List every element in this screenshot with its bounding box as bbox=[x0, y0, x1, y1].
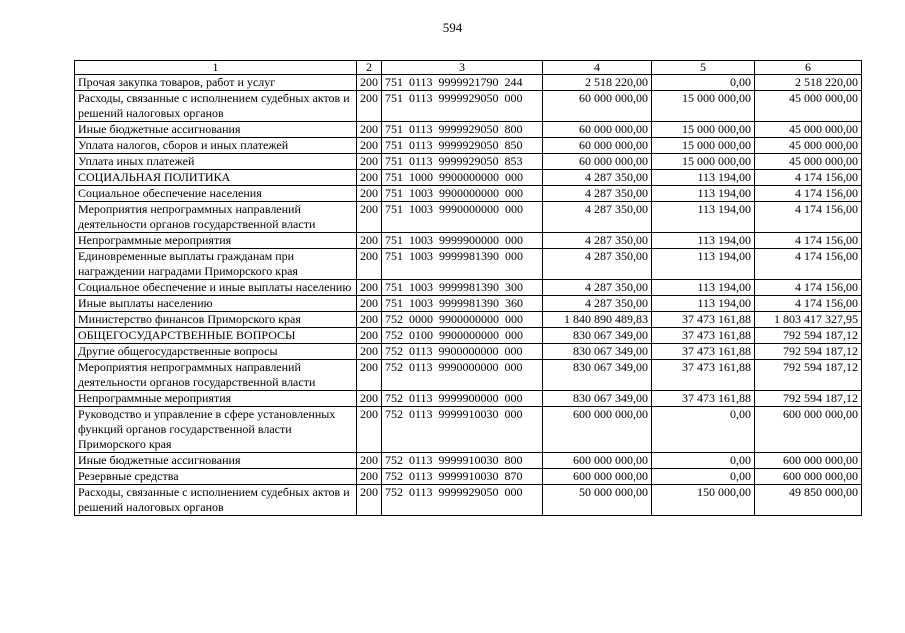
table-row bbox=[75, 170, 862, 186]
expense-name: Социальное обеспечение и иные выплаты населению bbox=[75, 280, 357, 296]
amount-column-6: 792 594 187,12 bbox=[755, 328, 862, 344]
expense-name: Иные бюджетные ассигнования bbox=[75, 453, 357, 469]
expense-name: Расходы, связанные с исполнением судебных актов и решений налоговых органов bbox=[75, 91, 357, 122]
amount-column-4: 4 287 350,00 bbox=[543, 233, 652, 249]
expense-name: Расходы, связанные с исполнением судебных актов и решений налоговых органов bbox=[75, 485, 357, 516]
amount-column-5: 15 000 000,00 bbox=[652, 91, 755, 122]
amount-column-4: 50 000 000,00 bbox=[543, 485, 652, 516]
amount-column-5: 0,00 bbox=[652, 469, 755, 485]
amount-column-5: 113 194,00 bbox=[652, 202, 755, 233]
table-row bbox=[75, 312, 862, 328]
code-200: 200 bbox=[357, 296, 382, 312]
code-200: 200 bbox=[357, 138, 382, 154]
amount-column-4: 600 000 000,00 bbox=[543, 453, 652, 469]
code-200: 200 bbox=[357, 233, 382, 249]
amount-column-6: 4 174 156,00 bbox=[755, 249, 862, 280]
budget-classification-code: 752 0113 9900000000 000 bbox=[382, 344, 543, 360]
expense-name: Непрограммные мероприятия bbox=[75, 391, 357, 407]
code-200: 200 bbox=[357, 122, 382, 138]
amount-column-4: 4 287 350,00 bbox=[543, 202, 652, 233]
amount-column-5: 37 473 161,88 bbox=[652, 360, 755, 391]
budget-classification-code: 751 1003 9900000000 000 bbox=[382, 186, 543, 202]
expense-name: Другие общегосударственные вопросы bbox=[75, 344, 357, 360]
table-row bbox=[75, 154, 862, 170]
code-200: 200 bbox=[357, 391, 382, 407]
amount-column-4: 4 287 350,00 bbox=[543, 280, 652, 296]
amount-column-5: 15 000 000,00 bbox=[652, 122, 755, 138]
code-200: 200 bbox=[357, 485, 382, 516]
expense-name: Прочая закупка товаров, работ и услуг bbox=[75, 75, 357, 91]
expense-name: Иные бюджетные ассигнования bbox=[75, 122, 357, 138]
amount-column-5: 15 000 000,00 bbox=[652, 138, 755, 154]
code-200: 200 bbox=[357, 154, 382, 170]
expense-name: Уплата налогов, сборов и иных платежей bbox=[75, 138, 357, 154]
amount-column-6: 600 000 000,00 bbox=[755, 453, 862, 469]
amount-column-5: 113 194,00 bbox=[652, 170, 755, 186]
budget-classification-code: 751 1003 9999981390 000 bbox=[382, 249, 543, 280]
amount-column-4: 2 518 220,00 bbox=[543, 75, 652, 91]
amount-column-5: 37 473 161,88 bbox=[652, 344, 755, 360]
budget-classification-code: 751 0113 9999929050 000 bbox=[382, 91, 543, 122]
table-row bbox=[75, 328, 862, 344]
table-row bbox=[75, 249, 862, 280]
amount-column-5: 113 194,00 bbox=[652, 296, 755, 312]
table-row bbox=[75, 122, 862, 138]
code-200: 200 bbox=[357, 344, 382, 360]
amount-column-4: 60 000 000,00 bbox=[543, 91, 652, 122]
table-row bbox=[75, 407, 862, 453]
table-row bbox=[75, 233, 862, 249]
amount-column-4: 600 000 000,00 bbox=[543, 469, 652, 485]
amount-column-6: 792 594 187,12 bbox=[755, 344, 862, 360]
expense-name: Мероприятия непрограммных направлений деятельности органов государственной власти bbox=[75, 360, 357, 391]
amount-column-4: 1 840 890 489,83 bbox=[543, 312, 652, 328]
table-row bbox=[75, 469, 862, 485]
amount-column-5: 15 000 000,00 bbox=[652, 154, 755, 170]
page-number: 594 bbox=[442, 20, 463, 35]
code-200: 200 bbox=[357, 249, 382, 280]
table-row bbox=[75, 91, 862, 122]
expense-name: Уплата иных платежей bbox=[75, 154, 357, 170]
budget-classification-code: 752 0113 9999910030 000 bbox=[382, 407, 543, 453]
amount-column-6: 792 594 187,12 bbox=[755, 391, 862, 407]
table-row bbox=[75, 202, 862, 233]
amount-column-5: 113 194,00 bbox=[652, 280, 755, 296]
expense-name: СОЦИАЛЬНАЯ ПОЛИТИКА bbox=[75, 170, 357, 186]
amount-column-6: 1 803 417 327,95 bbox=[755, 312, 862, 328]
code-200: 200 bbox=[357, 170, 382, 186]
budget-classification-code: 752 0113 9990000000 000 bbox=[382, 360, 543, 391]
code-200: 200 bbox=[357, 469, 382, 485]
code-200: 200 bbox=[357, 360, 382, 391]
amount-column-6: 2 518 220,00 bbox=[755, 75, 862, 91]
budget-classification-code: 751 0113 9999929050 850 bbox=[382, 138, 543, 154]
expense-name: Мероприятия непрограммных направлений деятельности органов государственной власти bbox=[75, 202, 357, 233]
amount-column-6: 49 850 000,00 bbox=[755, 485, 862, 516]
column-header-6: 6 bbox=[755, 61, 862, 75]
budget-table bbox=[74, 60, 862, 516]
expense-name: Социальное обеспечение населения bbox=[75, 186, 357, 202]
amount-column-6: 792 594 187,12 bbox=[755, 360, 862, 391]
code-200: 200 bbox=[357, 280, 382, 296]
budget-classification-code: 751 0113 9999929050 853 bbox=[382, 154, 543, 170]
header-row bbox=[75, 61, 862, 75]
budget-classification-code: 752 0000 9900000000 000 bbox=[382, 312, 543, 328]
budget-classification-code: 752 0100 9900000000 000 bbox=[382, 328, 543, 344]
amount-column-6: 45 000 000,00 bbox=[755, 154, 862, 170]
code-200: 200 bbox=[357, 186, 382, 202]
budget-classification-code: 752 0113 9999910030 870 bbox=[382, 469, 543, 485]
code-200: 200 bbox=[357, 453, 382, 469]
budget-classification-code: 751 1000 9900000000 000 bbox=[382, 170, 543, 186]
amount-column-6: 4 174 156,00 bbox=[755, 296, 862, 312]
amount-column-5: 37 473 161,88 bbox=[652, 328, 755, 344]
budget-classification-code: 751 0113 9999921790 244 bbox=[382, 75, 543, 91]
amount-column-5: 113 194,00 bbox=[652, 249, 755, 280]
amount-column-5: 0,00 bbox=[652, 75, 755, 91]
amount-column-5: 150 000,00 bbox=[652, 485, 755, 516]
amount-column-4: 830 067 349,00 bbox=[543, 360, 652, 391]
amount-column-6: 4 174 156,00 bbox=[755, 280, 862, 296]
amount-column-4: 830 067 349,00 bbox=[543, 391, 652, 407]
column-header-2: 2 bbox=[357, 61, 382, 75]
table-row bbox=[75, 453, 862, 469]
amount-column-4: 4 287 350,00 bbox=[543, 249, 652, 280]
expense-name: Непрограммные мероприятия bbox=[75, 233, 357, 249]
column-header-5: 5 bbox=[652, 61, 755, 75]
amount-column-6: 45 000 000,00 bbox=[755, 122, 862, 138]
expense-name: Резервные средства bbox=[75, 469, 357, 485]
code-200: 200 bbox=[357, 312, 382, 328]
column-header-4: 4 bbox=[543, 61, 652, 75]
budget-classification-code: 752 0113 9999910030 800 bbox=[382, 453, 543, 469]
code-200: 200 bbox=[357, 328, 382, 344]
amount-column-6: 600 000 000,00 bbox=[755, 469, 862, 485]
table-row bbox=[75, 75, 862, 91]
amount-column-4: 60 000 000,00 bbox=[543, 154, 652, 170]
amount-column-6: 4 174 156,00 bbox=[755, 186, 862, 202]
expense-name: Руководство и управление в сфере установленных функций органов государственной власти Приморского края bbox=[75, 407, 357, 453]
amount-column-5: 37 473 161,88 bbox=[652, 312, 755, 328]
table-body bbox=[75, 75, 862, 516]
amount-column-4: 830 067 349,00 bbox=[543, 344, 652, 360]
code-200: 200 bbox=[357, 407, 382, 453]
amount-column-6: 45 000 000,00 bbox=[755, 91, 862, 122]
code-200: 200 bbox=[357, 75, 382, 91]
amount-column-5: 37 473 161,88 bbox=[652, 391, 755, 407]
expense-name: Министерство финансов Приморского края bbox=[75, 312, 357, 328]
column-header-1: 1 bbox=[75, 61, 357, 75]
table-row bbox=[75, 296, 862, 312]
amount-column-5: 0,00 bbox=[652, 453, 755, 469]
budget-classification-code: 752 0113 9999900000 000 bbox=[382, 391, 543, 407]
code-200: 200 bbox=[357, 202, 382, 233]
amount-column-5: 113 194,00 bbox=[652, 186, 755, 202]
amount-column-6: 4 174 156,00 bbox=[755, 202, 862, 233]
amount-column-4: 4 287 350,00 bbox=[543, 296, 652, 312]
expense-name: Иные выплаты населению bbox=[75, 296, 357, 312]
amount-column-4: 4 287 350,00 bbox=[543, 186, 652, 202]
table-row bbox=[75, 360, 862, 391]
amount-column-4: 60 000 000,00 bbox=[543, 138, 652, 154]
amount-column-5: 0,00 bbox=[652, 407, 755, 453]
amount-column-4: 4 287 350,00 bbox=[543, 170, 652, 186]
amount-column-6: 600 000 000,00 bbox=[755, 407, 862, 453]
table-row bbox=[75, 391, 862, 407]
amount-column-4: 60 000 000,00 bbox=[543, 122, 652, 138]
table-row bbox=[75, 485, 862, 516]
table-row bbox=[75, 138, 862, 154]
budget-classification-code: 751 1003 9999981390 360 bbox=[382, 296, 543, 312]
table-row bbox=[75, 344, 862, 360]
amount-column-6: 4 174 156,00 bbox=[755, 170, 862, 186]
amount-column-4: 830 067 349,00 bbox=[543, 328, 652, 344]
amount-column-6: 4 174 156,00 bbox=[755, 233, 862, 249]
budget-classification-code: 752 0113 9999929050 000 bbox=[382, 485, 543, 516]
budget-classification-code: 751 0113 9999929050 800 bbox=[382, 122, 543, 138]
amount-column-5: 113 194,00 bbox=[652, 233, 755, 249]
table-row bbox=[75, 186, 862, 202]
amount-column-4: 600 000 000,00 bbox=[543, 407, 652, 453]
code-200: 200 bbox=[357, 91, 382, 122]
budget-classification-code: 751 1003 9999981390 300 bbox=[382, 280, 543, 296]
table-row bbox=[75, 280, 862, 296]
column-header-3: 3 bbox=[382, 61, 543, 75]
expense-name: ОБЩЕГОСУДАРСТВЕННЫЕ ВОПРОСЫ bbox=[75, 328, 357, 344]
amount-column-6: 45 000 000,00 bbox=[755, 138, 862, 154]
budget-classification-code: 751 1003 9990000000 000 bbox=[382, 202, 543, 233]
budget-classification-code: 751 1003 9999900000 000 bbox=[382, 233, 543, 249]
expense-name: Единовременные выплаты гражданам при награждении наградами Приморского края bbox=[75, 249, 357, 280]
